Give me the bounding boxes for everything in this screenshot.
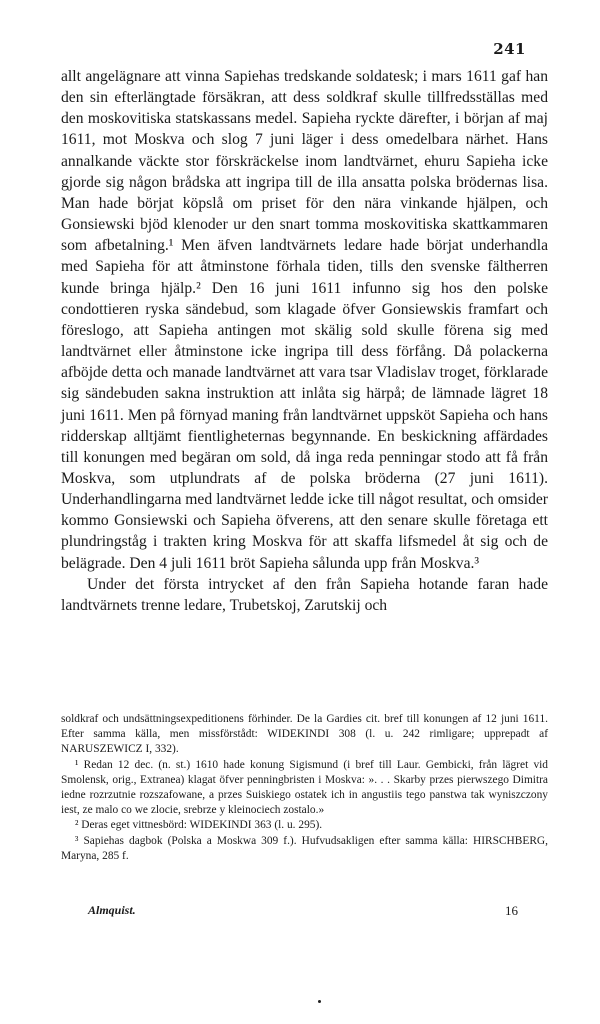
body-paragraph: allt angelägnare att vinna Sapiehas tredskande soldatesk; i mars 1611 gaf han den sin efterlängtade försäkran, att dess soldkraf skulle tillfredsställas med den moskovitiska statskassans medel. Sapieha ryckte därefter, i början af maj 1611, mot Moskva och slog 7 juni läger i dess omedelbara närhet. Hans annalkande väckte stor förskräckelse inom landtvärnet, ehuru Sapieha icke gjorde sig någon brådska att ingripa till de illa ansatta polska brödernas lisa. Man hade börjat köpslå om priset för den nära vinkande hjälpen, och Gonsiewski bjöd klenoder ur den snart tomma moskovitiska skattkammaren som afbetalning.¹ Men äfven landtvärnets ledare hade börjat underhandla med Sapieha för att åtminstone förhala tiden, tills den svenske fältherren kunde bringa hjälp.² Den 16 juni 1611 infunno sig hos den polske condottieren ryska sändebud, som klagade öfver Gonsiewskis framfart och föreslogo, att Sapieha antingen mot skälig sold skulle förena sig med landtvärnet eller åtminstone icke ingripa till dess förfång. Då polackerna afböjde detta och manade landtvärnet att vara tsar Vladislav troget, förklarade sig sändebuden sakna instruktion att inlåta sig härpå; de lämnade lägret 18 juni 1611. Men på förnyad maning från landtvärnet uppsköt Sapieha och hans ridderskap alltjämt fientligheternas begynnande. En beskickning affärdades till konungen med begäran om sold, då inga reda penningar stodo att få från Moskva, som utplundrats af de polska bröderna (27 juni 1611). Underhandlingarna med landtvärnet ledde icke till något resultat, och omsider kommo Gonsiewski och Sapieha öfverens, att den senare skulle företaga ett plundringståg i trakten kring Moskva för att skaffa lifsmedel åt sig och de belägrade. Den 4 juli 1611 bröt Sapieha sålunda upp från Moskva.³ (61, 68, 548, 572)
page-number: 241 (493, 40, 526, 58)
footnote-2: ² Deras eget vittnesbörd: WIDEKINDI 363 (l. u. 295). (75, 819, 323, 832)
sheet-number: 16 (505, 903, 518, 918)
printer-signature: Almquist. (88, 903, 136, 917)
footnote-continuation: soldkraf och undsättningsexpeditionens förhinder. De la Gardies cit. bref till konungen af 12 juni 1611. Efter samma källa, men missförstådt: WIDEKINDI 308 (l. u. 242 rimligare; upprepadt af NARUSZEWICZ I, 332). (61, 713, 548, 756)
body-paragraph: Under det första intrycket af den från Sapieha hotande faran hade landtvärnets trenne ledare, Trubetskoj, Zarutskij och (61, 575, 548, 614)
page-footer (88, 903, 518, 918)
ink-dot (318, 1000, 321, 1003)
main-text (61, 66, 548, 616)
footnote-1: ¹ Redan 12 dec. (n. st.) 1610 hade konung Sigismund (i bref till Laur. Gembicki, från lägret vid Smolensk, orig., Extranea) klagat öfver penningbristen i Moskva: ». . . Skarby przes pierwszego Dimitra iedne rozrzutnie rozszafowane, a przes Suiskiego ostatek ich in angustiis tego panstwa tak wyniszczony iest, ze malo co we zlocie, srebrze y kleinociech zostalo.» (61, 758, 548, 817)
footnote-3: ³ Sapiehas dagbok (Polska a Moskwa 309 f.). Hufvudsakligen efter samma källa: HIRSCHBERG, Maryna, 285 f. (61, 834, 548, 862)
footnotes (61, 712, 548, 864)
